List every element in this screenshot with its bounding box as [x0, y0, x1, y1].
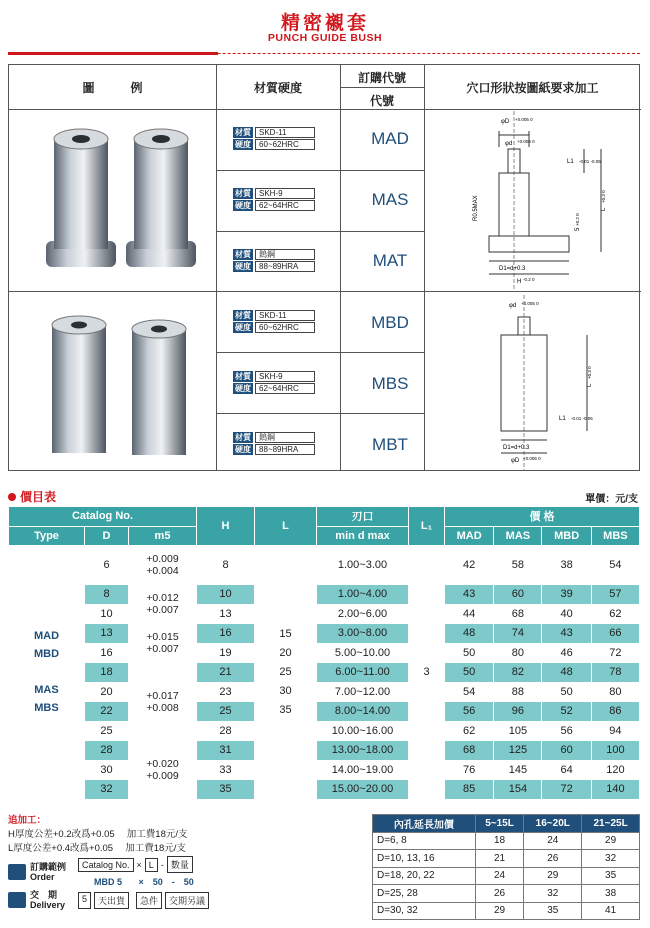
cell-range: 15.00~20.00: [317, 780, 409, 800]
table-row: D=18, 20, 22 24 29 35: [373, 867, 640, 885]
order-dash: -: [160, 859, 164, 870]
cell-d: 8: [85, 585, 129, 605]
cell-d: 22: [85, 702, 129, 722]
hardness-value: 60~62HRC: [255, 139, 315, 150]
material-row-mbt: [233, 432, 323, 456]
cell-range: 2.00~6.00: [317, 604, 409, 624]
cell-mas: 125: [494, 741, 542, 761]
cell-mas: 68: [494, 604, 542, 624]
code-mad: MAD: [371, 129, 409, 148]
drawing-straight: [429, 295, 637, 470]
cell-mbs: 78: [591, 663, 639, 683]
cell-mbd: 64: [542, 760, 591, 780]
dim-d-tol: +0.005 0: [517, 139, 535, 144]
material-tag: 材質: [235, 372, 251, 381]
material-row-mbd: [233, 310, 323, 334]
dim-5-label: 5: [575, 227, 581, 231]
straight-bush-image: [34, 307, 204, 465]
cell-h: 25: [197, 702, 255, 722]
extension-table: [372, 814, 640, 920]
cell-mbs: 86: [591, 702, 639, 722]
cell-mas: 105: [494, 721, 542, 741]
cell-range: 1.00~4.00: [317, 585, 409, 605]
ext-header: 21~25L: [582, 815, 640, 833]
cell-mas: 154: [494, 780, 542, 800]
cell-mas: 96: [494, 702, 542, 722]
dim-r-label: R0.5MAX: [473, 195, 479, 221]
cell-mbs: 120: [591, 760, 639, 780]
ext-header: 5~15L: [475, 815, 524, 833]
extra-processing: [8, 812, 188, 854]
table-row: D=10, 13, 16 21 26 32: [373, 850, 640, 868]
table-row: D=25, 28 26 32 38: [373, 885, 640, 903]
header-m5: m5: [129, 526, 197, 546]
dim-D-tol: +0.005 0: [515, 117, 533, 122]
header-l: L: [255, 507, 317, 546]
hardness-value: 62~64HRC: [255, 383, 315, 394]
col-material: 材質硬度: [253, 81, 302, 95]
cell-d: 25: [85, 721, 129, 741]
cell-range: 3.00~8.00: [317, 624, 409, 644]
cell-mbd: 52: [542, 702, 591, 722]
truck-icon: [8, 892, 26, 908]
dim-D1-label: D1=d+0.3: [499, 266, 526, 272]
cart-icon: [8, 864, 26, 880]
ext-header: 16~20L: [524, 815, 582, 833]
header-catalog: Catalog No.: [9, 507, 197, 527]
cell-mbs: 80: [591, 682, 639, 702]
delivery-ship: 天出貨: [94, 892, 129, 909]
header-edge-sub: min d max: [317, 526, 409, 546]
material-tag: 材質: [235, 250, 251, 259]
cell-mbd: 60: [542, 741, 591, 761]
hardness-tag: 硬度: [235, 201, 251, 210]
cell-tol: +0.015 +0.007: [129, 624, 197, 663]
cell-mad: 50: [445, 663, 494, 683]
cell-d: 16: [85, 643, 129, 663]
cell-range: 8.00~14.00: [317, 702, 409, 722]
price-section-title: 價目表: [8, 488, 56, 505]
cell-mbs: 57: [591, 585, 639, 605]
shouldered-bush-image: [34, 117, 204, 285]
title-divider: [8, 52, 640, 55]
cell-tol: +0.009 +0.004: [129, 546, 197, 585]
material-value: SKD-11: [255, 127, 315, 138]
cell-h: 23: [197, 682, 255, 702]
col-drawing: 穴口形狀按圖紙要求加工: [466, 81, 599, 95]
cell-mbd: 46: [542, 643, 591, 663]
cell-mad: 48: [445, 624, 494, 644]
extra-head: 追加工：: [8, 815, 47, 826]
cell-range: 10.00~16.00: [317, 721, 409, 741]
dim-D-label-2: φD: [511, 458, 520, 464]
order-label-zh: 訂購範例: [30, 862, 67, 872]
col-code: 代號: [369, 94, 394, 108]
header-edge: 刃口: [317, 507, 409, 527]
header-l1: L₁: [409, 507, 445, 546]
col-example: 圖 例: [82, 81, 143, 95]
order-example-rest: × 50 - 50: [138, 877, 194, 887]
cell-h: 28: [197, 721, 255, 741]
material-row-mas: [233, 188, 323, 212]
table-row: D=30, 32 29 35 41: [373, 902, 640, 920]
dim-D-tol-2: +0.006 0: [523, 456, 541, 461]
code-mbs: MBS: [371, 374, 409, 393]
cell-mas: 74: [494, 624, 542, 644]
hardness-value: 88~89HRA: [255, 261, 315, 272]
hardness-tag: 硬度: [235, 445, 251, 454]
order-qty-box: 數量: [167, 856, 193, 873]
price-table: [8, 506, 640, 800]
cell-mas: 58: [494, 546, 542, 585]
dim-l-tol: +0.3 0: [601, 190, 606, 203]
cell-mad: 76: [445, 760, 494, 780]
cell-d: 20: [85, 682, 129, 702]
cell-mbd: 43: [542, 624, 591, 644]
header-d: D: [85, 526, 129, 546]
cell-range: 1.00~3.00: [317, 546, 409, 585]
cell-tol: +0.017 +0.008: [129, 663, 197, 741]
dim-l-tol-2: +0.3 0: [587, 366, 592, 379]
cell-d: 10: [85, 604, 129, 624]
cell-mad: 54: [445, 682, 494, 702]
dim-5-tol: +0.2 0: [575, 213, 580, 226]
order-catalog-box: Catalog No.: [78, 858, 134, 872]
cell-mad: 56: [445, 702, 494, 722]
cell-mad: 68: [445, 741, 494, 761]
cell-mas: 145: [494, 760, 542, 780]
dim-l1-label-2: L1: [559, 416, 566, 422]
material-tag: 材質: [235, 128, 251, 137]
header-mbs: MBS: [591, 526, 639, 546]
material-row-mat: [233, 249, 323, 273]
cell-mbs: 140: [591, 780, 639, 800]
hardness-value: 60~62HRC: [255, 322, 315, 333]
cell-d: 28: [85, 741, 129, 761]
cell-mbd: 72: [542, 780, 591, 800]
dim-l-label-2: L: [587, 383, 593, 387]
cell-h: 16: [197, 624, 255, 644]
cell-mbd: 56: [542, 721, 591, 741]
material-tag: 材質: [235, 311, 251, 320]
dim-d-label-2: φd: [509, 303, 517, 309]
header-h: H: [197, 507, 255, 546]
cell-mbs: 100: [591, 741, 639, 761]
dim-d-label: φd: [505, 141, 513, 147]
dim-l-label: L: [601, 207, 607, 211]
dim-d-tol-2: +0.005 0: [521, 301, 539, 306]
header-price: 價 格: [445, 507, 640, 527]
cell-h: 35: [197, 780, 255, 800]
page-title: 精密襯套: [280, 13, 369, 34]
cell-mad: 44: [445, 604, 494, 624]
cell-tol: +0.020 +0.009: [129, 741, 197, 800]
cell-mas: 82: [494, 663, 542, 683]
order-label-en: Order: [30, 872, 55, 882]
cell-tol: +0.012 +0.007: [129, 585, 197, 624]
material-value: 鎢鋼: [255, 432, 315, 443]
dim-H-tol: -0.2 0: [523, 277, 535, 282]
extra-line-2: L厚度公差+0.4改爲+0.05 加工費18元/支: [8, 843, 186, 854]
material-tag: 材質: [235, 433, 251, 442]
cell-mbd: 50: [542, 682, 591, 702]
cell-mad: 43: [445, 585, 494, 605]
cell-mad: 62: [445, 721, 494, 741]
cell-d: 18: [85, 663, 129, 683]
cell-h: 21: [197, 663, 255, 683]
ext-header: 內孔延長加價: [373, 815, 476, 833]
code-mat: MAT: [372, 251, 408, 270]
cell-mbs: 72: [591, 643, 639, 663]
cell-range: 7.00~12.00: [317, 682, 409, 702]
cell-h: 19: [197, 643, 255, 663]
cell-mas: 80: [494, 643, 542, 663]
hardness-tag: 硬度: [235, 323, 251, 332]
dim-D-label: φD: [501, 119, 510, 125]
cell-h: 10: [197, 585, 255, 605]
cell-h: 13: [197, 604, 255, 624]
cell-h: 31: [197, 741, 255, 761]
dim-D1-label-2: D1=d+0.3: [503, 445, 530, 451]
order-l-box: L: [145, 858, 158, 872]
extra-line-1: H厚度公差+0.2改爲+0.05 加工費18元/支: [8, 829, 188, 840]
delivery-info: [8, 890, 212, 910]
cell-d: 30: [85, 760, 129, 780]
spec-table: [8, 64, 640, 471]
header-mbd: MBD: [542, 526, 591, 546]
cell-mbd: 48: [542, 663, 591, 683]
material-row-mad: [233, 127, 323, 151]
dim-l1-tol: -0.01 -0.05: [579, 159, 601, 164]
cell-mad: 42: [445, 546, 494, 585]
cell-d: 6: [85, 546, 129, 585]
code-mas: MAS: [371, 190, 409, 209]
cell-mbd: 39: [542, 585, 591, 605]
order-times: ×: [136, 859, 142, 870]
cell-range: 6.00~11.00: [317, 663, 409, 683]
cell-mbs: 62: [591, 604, 639, 624]
hardness-tag: 硬度: [235, 140, 251, 149]
header-mas: MAS: [494, 526, 542, 546]
material-row-mbs: [233, 371, 323, 395]
cell-mbs: 94: [591, 721, 639, 741]
cell-mas: 60: [494, 585, 542, 605]
order-example-code: MBD 5: [94, 877, 123, 887]
cell-range: 14.00~19.00: [317, 760, 409, 780]
material-value: SKH-9: [255, 188, 315, 199]
dim-H-label: H: [517, 279, 522, 285]
hardness-value: 88~89HRA: [255, 444, 315, 455]
material-value: SKH-9: [255, 371, 315, 382]
cell-h: 8: [197, 546, 255, 585]
cell-h: 33: [197, 760, 255, 780]
delivery-label-en: Delivery: [30, 900, 66, 910]
header-mad: MAD: [445, 526, 494, 546]
hardness-tag: 硬度: [235, 384, 251, 393]
dim-l1-label: L1: [567, 159, 574, 165]
code-mbd: MBD: [371, 313, 409, 332]
cell-mbs: 66: [591, 624, 639, 644]
type-cell: MAD MBD MAS MBS: [9, 546, 85, 800]
cell-range: 5.00~10.00: [317, 643, 409, 663]
material-value: SKD-11: [255, 310, 315, 321]
bullet-icon: [8, 493, 16, 501]
price-unit: 單價：元/支: [585, 494, 638, 505]
order-example: [8, 856, 196, 888]
l-cell: 15 20 25 30 35: [255, 546, 317, 800]
page-subtitle: PUNCH GUIDE BUSH: [267, 32, 383, 44]
cell-mbs: 54: [591, 546, 639, 585]
cell-mad: 50: [445, 643, 494, 663]
col-order: 訂購代號: [357, 71, 406, 85]
dim-l1-tol-2: -0.01 -0.05: [571, 416, 593, 421]
cell-mas: 88: [494, 682, 542, 702]
cell-mad: 85: [445, 780, 494, 800]
delivery-negotiate: 交期另議: [165, 892, 209, 909]
hardness-value: 62~64HRC: [255, 200, 315, 211]
cell-d: 32: [85, 780, 129, 800]
material-tag: 材質: [235, 189, 251, 198]
table-row: D=6, 8 18 24 29: [373, 832, 640, 850]
cell-d: 13: [85, 624, 129, 644]
delivery-urgent: 急件: [136, 892, 162, 909]
material-value: 鎢鋼: [255, 249, 315, 260]
hardness-tag: 硬度: [235, 262, 251, 271]
l1-cell: 3: [409, 546, 445, 800]
code-mbt: MBT: [372, 435, 408, 454]
header-type: Type: [9, 526, 85, 546]
cell-range: 13.00~18.00: [317, 741, 409, 761]
cell-mbd: 38: [542, 546, 591, 585]
cell-mbd: 40: [542, 604, 591, 624]
delivery-days: 5: [78, 892, 91, 909]
delivery-label-zh: 交 期: [30, 890, 58, 900]
drawing-shouldered: [429, 111, 637, 289]
